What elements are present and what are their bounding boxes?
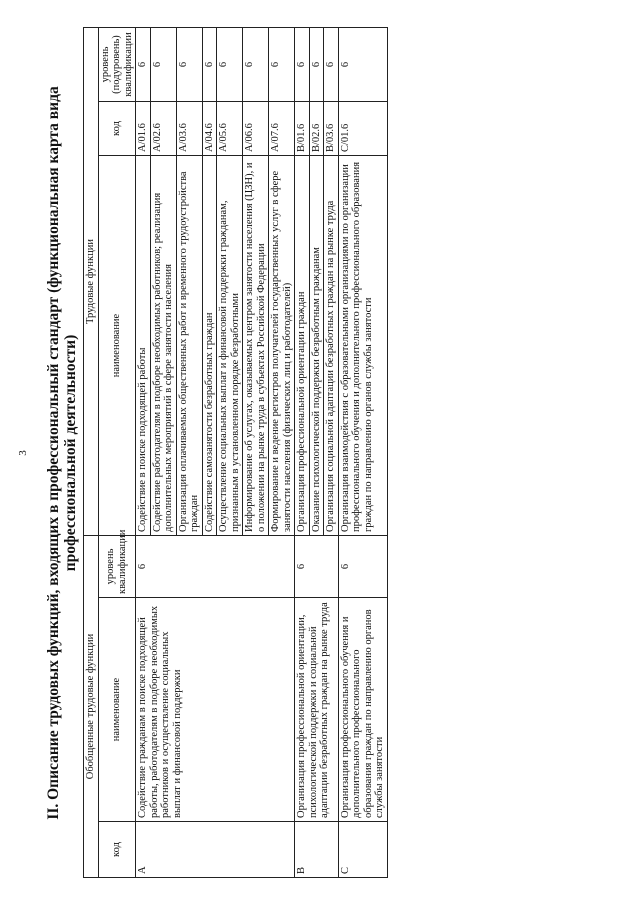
tf-name: Организация взаимодействия с образовательными организациями по организации профессионального обучения и дополнительного профессионального образования граждан по направлению органов службы занятости [338, 156, 387, 536]
title-line-2: профессиональной деятельности) [62, 334, 79, 572]
tf-code: B/02.6 [309, 102, 324, 156]
title-line-1: II. Описание трудовых функций, входящих в профессиональный стандарт (функциональная карта вида [45, 86, 62, 820]
gf-name: Организация профессионального обучения и дополнительного профессионального образования граждан по направлению органов службы занятости [338, 598, 387, 822]
tf-code: A/06.6 [243, 102, 269, 156]
tf-code: A/02.6 [150, 102, 176, 156]
tf-name: Осуществление социальных выплат и финансовой поддержки гражданам, признанным в установленном порядке безработными [217, 156, 243, 536]
tf-code: A/01.6 [136, 102, 151, 156]
gf-code: B [295, 822, 339, 878]
tf-name: Содействие работодателям в подборе необходимых работников; реализация дополнительных мероприятий в сфере занятости населения [150, 156, 176, 536]
tf-level: 6 [217, 27, 243, 101]
tf-name: Оказание психологической поддержки безработным гражданам [309, 156, 324, 536]
gf-code: C [338, 822, 387, 878]
tf-name: Организация профессиональной ориентации граждан [295, 156, 310, 536]
tf-level: 6 [150, 27, 176, 101]
tf-code: A/03.6 [176, 102, 202, 156]
tf-name: Формирование и ведение регистров получателей государственных услуг в сфере занятости населения (физических лиц и работодателей) [269, 156, 295, 536]
header-level: уровень квалификации [98, 536, 136, 598]
tf-level: 6 [243, 27, 269, 101]
tf-name: Организация оплачиваемых общественных работ и временного трудоустройства граждан [176, 156, 202, 536]
header-tf-name: наименование [98, 156, 136, 536]
table-row [295, 27, 310, 877]
header-labor-functions: Трудовые функции [84, 27, 99, 535]
header-code: код [98, 822, 136, 878]
header-name: наименование [98, 598, 136, 822]
tf-level: 6 [202, 27, 217, 101]
gf-name: Содействие гражданам в поиске подходящей работы, работодателям в подборе необходимых работников и осуществление социальных выплат и финансовой поддержки [136, 598, 295, 822]
page-number: 3 [16, 450, 29, 456]
section-title [45, 28, 79, 878]
tf-code: A/04.6 [202, 102, 217, 156]
gf-level: 6 [295, 536, 339, 598]
tf-level: 6 [269, 27, 295, 101]
tf-name: Информирование об услугах, оказываемых центром занятости населения (ЦЗН), и о положении на рынке труда в субъектах Российской Федерации [243, 156, 269, 536]
tf-level: 6 [309, 27, 324, 101]
header-generalized-functions: Обобщенные трудовые функции [84, 536, 99, 878]
header-tf-code: код [98, 102, 136, 156]
functional-map-table [83, 27, 388, 878]
gf-name: Организация профессиональной ориентации, психологической поддержки и социальной адаптации безработных граждан на рынке труда [295, 598, 339, 822]
tf-level: 6 [338, 27, 387, 101]
tf-level: 6 [176, 27, 202, 101]
header-tf-level: уровень (подуровень) квалификации [98, 27, 136, 101]
gf-level: 6 [136, 536, 295, 598]
table-row [338, 27, 387, 877]
tf-level: 6 [136, 27, 151, 101]
tf-level: 6 [295, 27, 310, 101]
tf-code: A/07.6 [269, 102, 295, 156]
tf-name: Организация социальной адаптации безработных граждан на рынке труда [324, 156, 339, 536]
gf-code: A [136, 822, 295, 878]
tf-level: 6 [324, 27, 339, 101]
tf-name: Содействие в поиске подходящей работы [136, 156, 151, 536]
tf-code: B/03.6 [324, 102, 339, 156]
tf-name: Содействие самозанятости безработных граждан [202, 156, 217, 536]
table-row [136, 27, 151, 877]
rotated-page-content [45, 28, 605, 878]
tf-code: C/01.6 [338, 102, 387, 156]
tf-code: B/01.6 [295, 102, 310, 156]
gf-level: 6 [338, 536, 387, 598]
tf-code: A/05.6 [217, 102, 243, 156]
